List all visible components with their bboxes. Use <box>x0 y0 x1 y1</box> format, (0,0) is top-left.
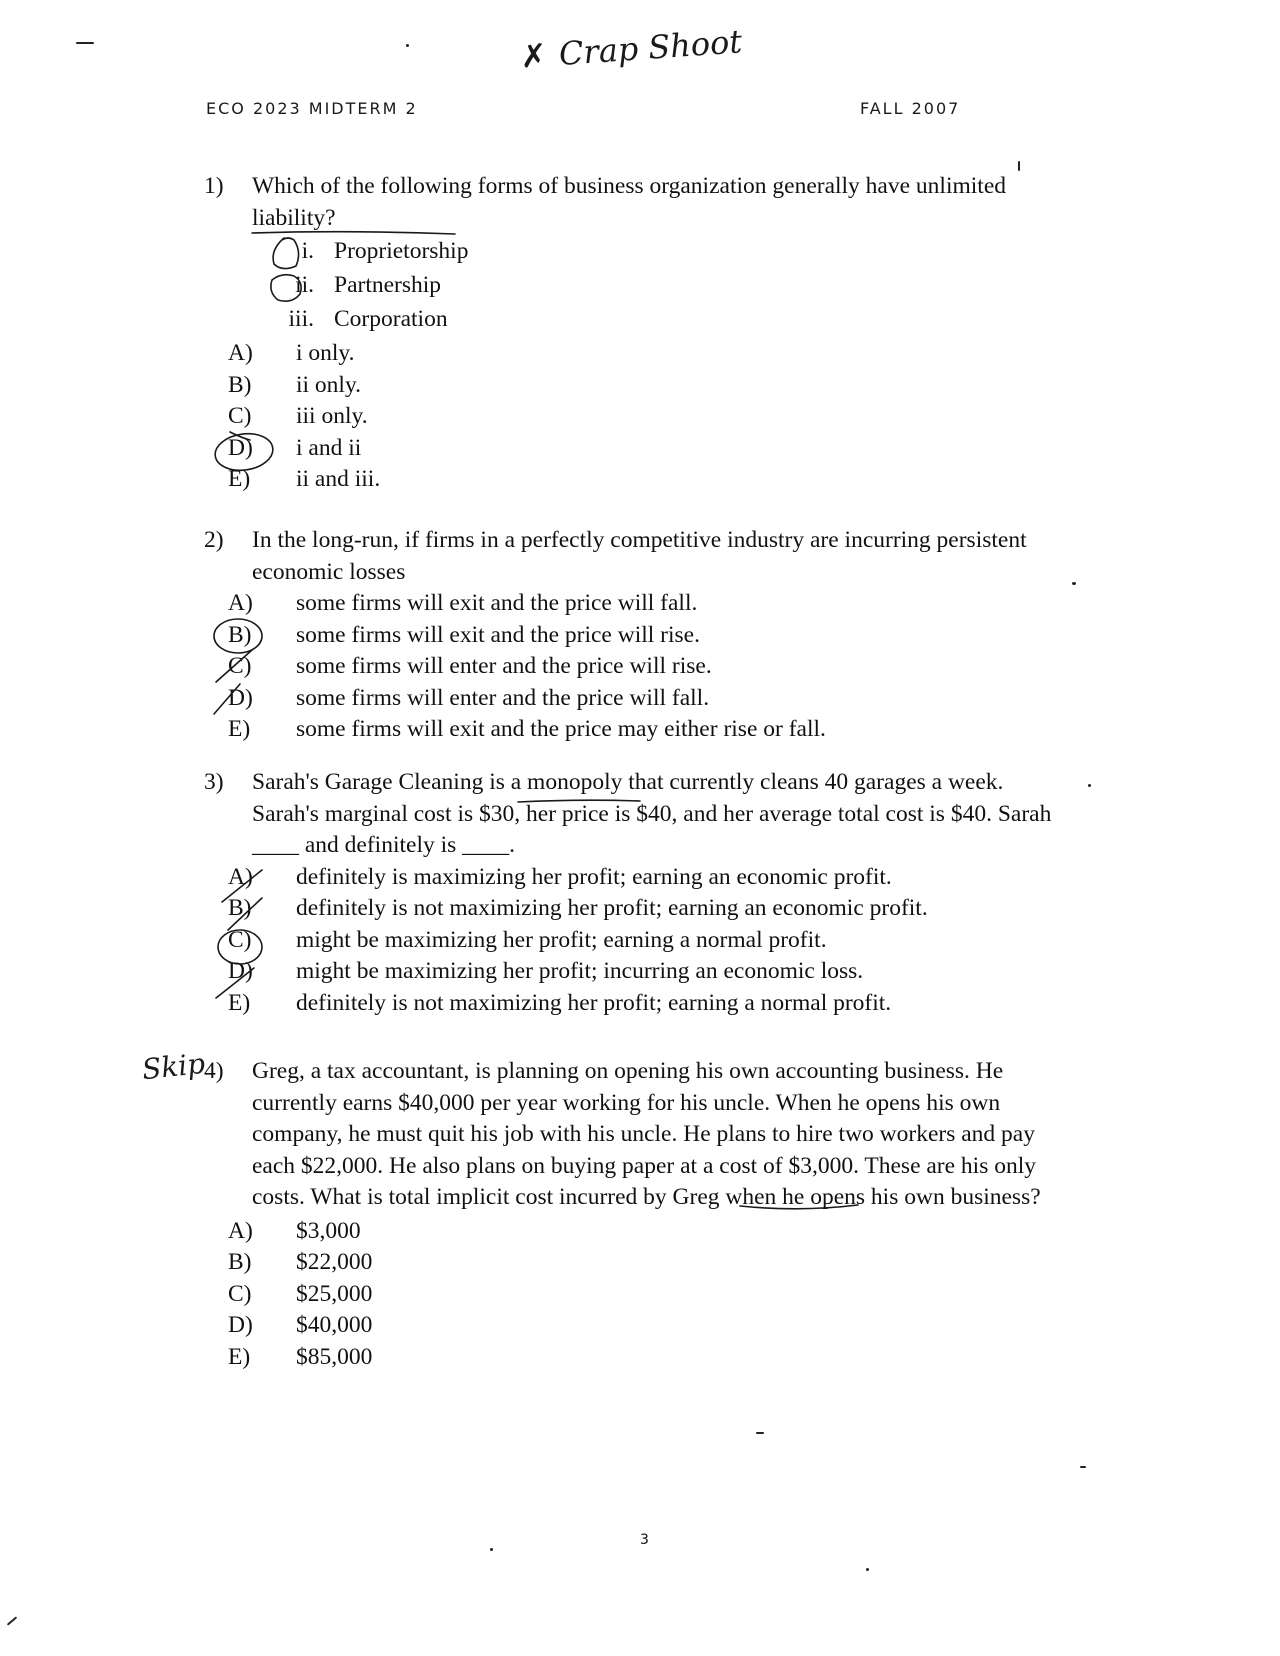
answer-option[interactable]: C) $25,000 <box>228 1280 373 1307</box>
answer-option[interactable]: E) ii and iii. <box>228 466 381 492</box>
question-4 <box>204 1056 1082 1373</box>
question-text: In the long-run, if firms in a perfectly competitive industry are incurring persistent economic losses <box>252 527 1027 585</box>
answer-option[interactable]: B) $22,000 <box>228 1249 373 1275</box>
page-number: 3 <box>640 1532 649 1548</box>
scan-speck <box>406 44 409 47</box>
question-text: Sarah's Garage Cleaning is a monopoly that currently cleans 40 garages a week. Sarah's marginal cost is $30, her price is $40, and her average total cost is $40. Sarah ____ and definitely is ____. <box>252 769 1052 858</box>
sub-item: i. Proprietorship <box>301 238 469 264</box>
answer-option[interactable]: E) $85,000 <box>228 1343 373 1370</box>
question-number: 4) <box>204 1058 224 1084</box>
answer-option[interactable]: B) ii only. <box>228 371 362 398</box>
answer-option[interactable]: D) might be maximizing her profit; incurring an economic loss. <box>228 958 864 984</box>
answer-option[interactable]: E) some firms will exit and the price may either rise or fall. <box>228 716 826 742</box>
scan-speck <box>1080 1466 1086 1468</box>
answer-option[interactable]: A) some firms will exit and the price will fall. <box>228 590 698 616</box>
answer-option[interactable]: C) some firms will enter and the price will rise. <box>228 653 712 679</box>
answer-option[interactable]: A) i only. <box>228 340 355 366</box>
question-text: Which of the following forms of business organization generally have unlimited liability? <box>252 173 1006 231</box>
exam-title: ECO 2023 MIDTERM 2 <box>206 99 418 118</box>
scan-speck <box>866 1568 869 1571</box>
sub-item: ii. Partnership <box>295 272 442 298</box>
answer-option[interactable]: D) i and ii <box>228 434 362 461</box>
answer-option[interactable]: C) iii only. <box>228 403 368 429</box>
exam-term: FALL 2007 <box>860 99 961 118</box>
scan-speck <box>1088 784 1091 787</box>
handwritten-title: ✗ Crap Shoot <box>518 22 744 76</box>
question-number: 1) <box>204 173 224 199</box>
scan-speck <box>7 1616 17 1625</box>
crossed-mark-icon: ✗ <box>518 35 549 76</box>
answer-option[interactable]: D) some firms will enter and the price will fall. <box>228 684 710 711</box>
sub-item: iii. Corporation <box>288 306 448 332</box>
question-number: 2) <box>204 527 224 553</box>
question-1 <box>204 171 1012 496</box>
question-text: Greg, a tax accountant, is planning on opening his own accounting business. He currently earns $40,000 per year working for his uncle. When he opens his own company, he must quit his job with his uncle. He plans to hire two workers and pay each $22,000. He also plans on buying paper at a cost of $3,000. These are his only costs. What is total implicit cost incurred by Greg when he opens his own business? <box>252 1058 1041 1210</box>
scan-speck <box>76 42 94 44</box>
answer-option[interactable]: A) definitely is maximizing her profit; earning an economic profit. <box>228 863 892 890</box>
margin-note: Skip <box>140 1046 207 1087</box>
scan-speck <box>1018 161 1020 171</box>
question-3 <box>204 767 1072 1019</box>
scan-speck <box>490 1548 493 1551</box>
answer-option[interactable]: E) definitely is not maximizing her profit; earning a normal profit. <box>228 989 892 1016</box>
question-2 <box>204 525 1072 746</box>
scan-speck <box>1072 582 1076 585</box>
answer-option[interactable]: D) $40,000 <box>228 1312 373 1338</box>
answer-option[interactable]: A) $3,000 <box>228 1217 361 1244</box>
scan-speck <box>756 1432 764 1434</box>
answer-option[interactable]: B) some firms will exit and the price will rise. <box>228 621 700 648</box>
question-number: 3) <box>204 769 224 795</box>
answer-option[interactable]: C) might be maximizing her profit; earning a normal profit. <box>228 926 827 953</box>
answer-option[interactable]: B) definitely is not maximizing her profit; earning an economic profit. <box>228 895 928 921</box>
